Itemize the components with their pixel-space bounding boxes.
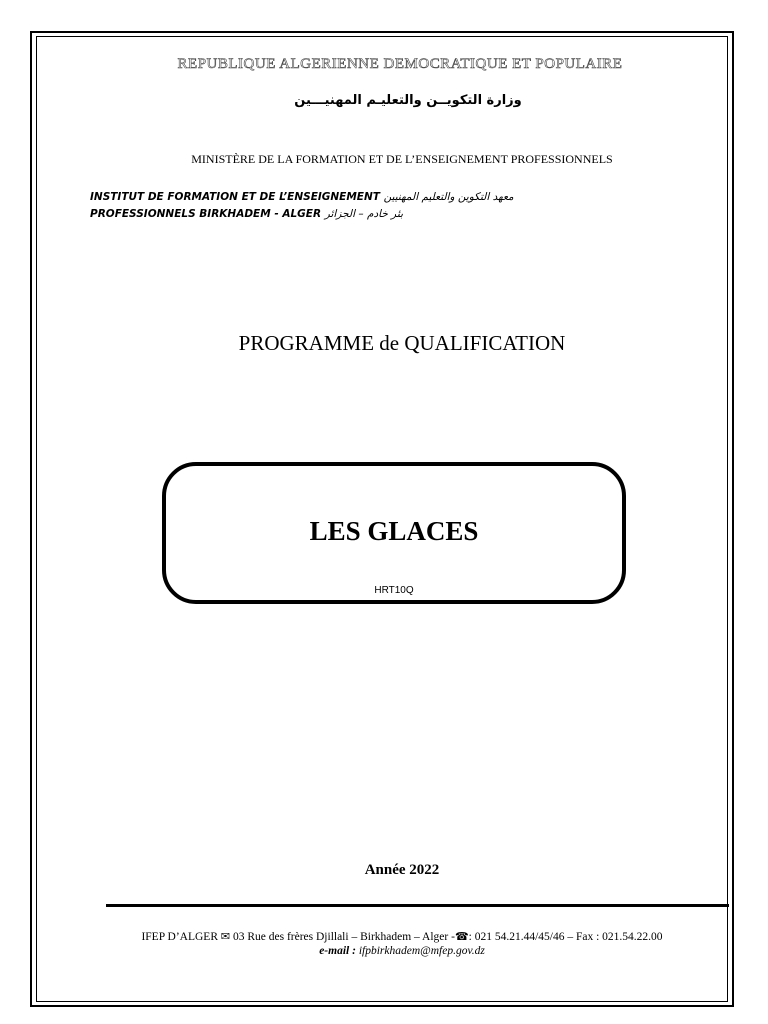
institute-line-1	[90, 191, 514, 203]
telephone-icon: ☎	[454, 930, 469, 943]
course-title-box	[162, 462, 626, 604]
footer-address: 03 Rue des frères Djillali – Birkhadem – Alger -	[232, 931, 455, 943]
footer-divider	[106, 904, 729, 907]
email-label: e-mail :	[319, 945, 356, 957]
institute-line-2-fr: PROFESSIONNELS BIRKHADEM - ALGER	[90, 208, 322, 220]
institute-line-1-fr: INSTITUT DE FORMATION ET DE L’ENSEIGNEMENT	[90, 191, 380, 203]
envelope-icon: ✉	[220, 930, 231, 943]
email-link[interactable]: ifpbirkhadem@mfep.gov.dz	[358, 945, 485, 957]
course-code: HRT10Q	[374, 585, 414, 596]
program-title: PROGRAMME de QUALIFICATION	[238, 331, 566, 355]
footer-contact	[0, 930, 768, 943]
ministry-arabic: وزارة التكويــن والتعليـم المهنيـــين	[294, 93, 522, 108]
institute-line-2	[90, 208, 403, 220]
footer-phone: : 021 54.21.44/45/46 – Fax : 021.54.22.00	[468, 931, 663, 943]
ministry-french: MINISTÈRE DE LA FORMATION ET DE L’ENSEIGNEMENT PROFESSIONNELS	[191, 152, 613, 166]
footer-email-line	[0, 945, 768, 957]
institute-line-2-ar: بئر خادم – الجزائر	[324, 208, 404, 220]
course-title: LES GLACES	[309, 516, 479, 546]
footer-org: IFEP D’ALGER	[141, 931, 218, 943]
year-label: Année 2022	[364, 862, 440, 878]
republic-heading: REPUBLIQUE ALGERIENNE DEMOCRATIQUE ET POPULAIRE	[177, 56, 623, 72]
institute-line-1-ar: معهد التكوين والتعليم المهنيين	[383, 191, 514, 203]
